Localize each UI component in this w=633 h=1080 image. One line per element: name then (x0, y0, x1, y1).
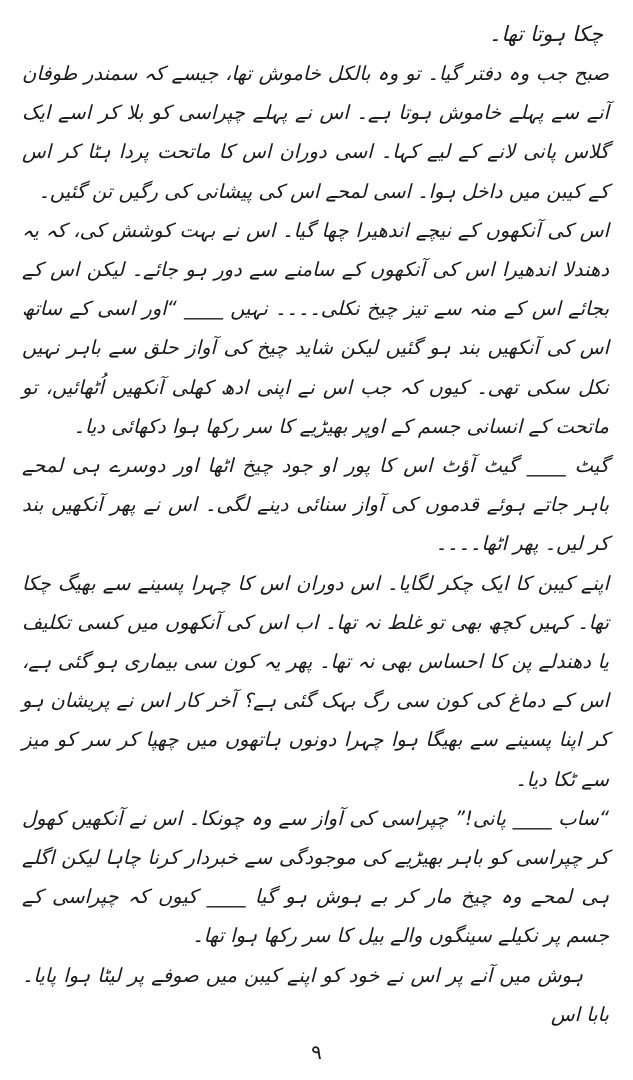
paragraph: اس کی آنکھوں کے نیچے اندھیرا چھا گیا۔ اس نے بہت کوشش کی، کہ یہ دھندلا اندھیرا اس کی آنکھوں کے سامنے سے دور ہو جائے۔ لیکن اس کے بجائے اس کے منہ سے تیز چیخ نکلی۔۔۔۔ نہیں ____ “اور اسی کے ساتھ اس کی آنکھیں بند ہو گئیں لیکن شاید چیخ کی آواز حلق سے باہر نہیں نکل سکی تھی۔ کیوں کہ جب اس نے اپنی ادھ کھلی آنکھیں اُٹھائیں، تو ماتحت کے انسانی جسم کے اوپر بھیڑیے کا سر رکھا ہوا دکھائی دیا۔ (22, 218, 609, 438)
paragraph: “ساب ____ پانی!” چپراسی کی آواز سے وہ چونکا۔ اس نے آنکھیں کھول کر چپراسی کو باہر بھیڑیے کی موجودگی سے خبردار کرنا چاہا لیکن اگلے ہی لمحے وہ چیخ مار کر بے ہوش ہو گیا ____ کیوں کہ چپراسی کے جسم پر نکیلے سینگوں والے بیل کا سر رکھا ہوا تھا۔ (22, 806, 609, 948)
page-body (22, 54, 609, 1034)
paragraph: ہوش میں آنے پر اس نے خود کو اپنے کیبن میں صوفے پر لیٹا ہوا پایا۔ بابا اس (22, 963, 609, 1026)
paragraph: اپنے کیبن کا ایک چکر لگایا۔ اس دوران اس کا چہرا پسینے سے بھیگ چکا تھا۔ کہیں کچھ بھی تو غلط نہ تھا۔ اب اس کی آنکھوں میں کسی تکلیف یا دھندلے پن کا احساس بھی نہ تھا۔ پھر یہ کون سی بیماری ہو گئی ہے، اس کے دماغ کی کون سی رگ بہک گئی ہے؟ آخر کار اس نے پریشان ہو کر اپنا پسینے سے بھیگا ہوا چہرا دونوں ہاتھوں میں چھپا کر سر کو میز سے ٹکا دیا۔ (22, 571, 609, 791)
carry-over-line: چکا ہوتا تھا۔ (489, 22, 603, 46)
paragraph: گیٹ ____ گیٹ آؤٹ اس کا پور او جود چیخ اٹھا اور دوسرے ہی لمحے باہر جاتے ہوئے قدموں کی آواز سنائی دینے لگی۔ اس نے پھر آنکھیں بند کر لیں۔ پھر اٹھا۔۔۔۔ (22, 454, 609, 556)
page-number: ۹ (311, 1040, 322, 1064)
paragraph: صبح جب وہ دفتر گیا۔ تو وہ بالکل خاموش تھا، جیسے کہ سمندر طوفان آنے سے پہلے خاموش ہوتا ہے۔ اس نے پہلے چپراسی کو بلا کر اسے ایک گلاس پانی لانے کے لیے کہا۔ اسی دوران اس کا ماتحت پردا ہٹا کر اس کے کیبن میں داخل ہوا۔ اسی لمحے اس کی پیشانی کی رگیں تن گئیں۔ (22, 62, 609, 203)
